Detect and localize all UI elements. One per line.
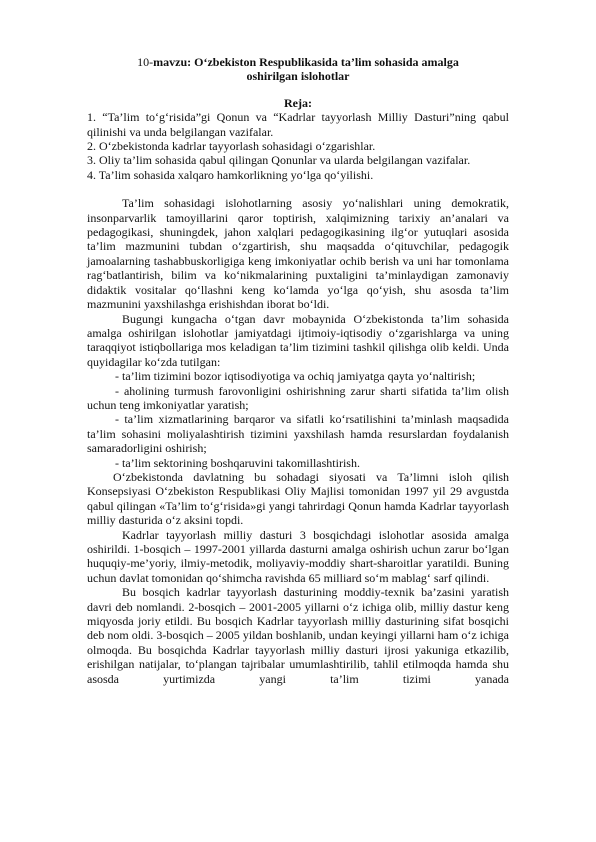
body-paragraph: Kadrlar tayyorlash milliy dasturi 3 bosqichdagi islohotlar asosida amalga oshirildi. 1-bosqich – 1997-2001 yillarda dasturni amalga oshirish uchun zarur bo‘lgan huquqiy-me’yoriy, ilmiy-metodik, moliyaviy-moddiy shart-sharoitlar yaratildi. Buning uchun davlat tomonidan qo‘shimcha ravishda 65 milliard so‘m mablag‘ sarf qilindi. bbox=[87, 527, 509, 585]
plan-item: 2. O‘zbekistonda kadrlar tayyorlash sohasidagi o‘zgarishlar. bbox=[87, 139, 376, 154]
body-paragraph: Bugungi kungacha o‘tgan davr mobaynida O‘zbekistonda ta’lim sohasida amalga oshirilgan islohotlar jamiyatdagi ijtimoiy-iqtisodiy o‘zgarishlarga va uning taraqqiyot istiqbollariga mos keladigan ta’lim tizimini tashkil qilishga olib keldi. Unda quyidagilar ko‘zda tutilgan: bbox=[87, 311, 509, 369]
bullet-item: - ta’lim xizmatlarining barqaror va sifatli ko‘rsatilishini ta’minlash maqsadida ta’lim sohasini moliyalashtirish tizimini yaxshilash hamda resurslardan foydalanish samaradorligini oshirish; bbox=[87, 412, 509, 456]
plan-item: 3. Oliy ta’lim sohasida qabul qilingan Qonunlar va ularda belgilangan vazifalar. bbox=[87, 153, 471, 168]
plan-heading: Reja: bbox=[284, 95, 312, 110]
bullet-item: - ta’lim tizimini bozor iqtisodiyotiga va ochiq jamiyatga qayta yo‘naltirish; bbox=[115, 369, 476, 384]
bullet-item: - ta’lim sektorining boshqaruvini takomillashtirish. bbox=[115, 455, 360, 470]
plan-item: 4. Ta’lim sohasida xalqaro hamkorlikning yo‘lga qo‘yilishi. bbox=[87, 167, 374, 182]
document-title bbox=[87, 55, 509, 84]
topic-number: 10- bbox=[137, 55, 154, 69]
body-paragraph: Bu bosqich kadrlar tayyorlash dasturining moddiy-texnik ba’zasini yaratish davri deb nomlandi. 2-bosqich – 2001-2005 yillarni o‘z ichiga olib, milliy dastur keng miqyosda joriy etildi. Bu bosqich Kadrlar tayyorlash milliy dasturining sifat bosqichi deb nom oldi. 3-bosqich – 2005 yildan boshlanib, undan keyingi yillarni ham o‘z ichiga olmoqda. Bu bosqichda Kadrlar tayyorlash milliy dasturi ijrosi yakuniga etkazilib, erishilgan natijalar, to‘plangan tajribalar umumlashtirilib, tahlil etilmoqda hamda shu asosda yurtimizda yangi ta’lim tizimi yanada bbox=[87, 585, 509, 686]
plan-list bbox=[87, 110, 509, 182]
title-line-2: oshirilgan islohotlar bbox=[246, 69, 350, 84]
body-paragraph: Ta’lim sohasidagi islohotlarning asosiy yo‘nalishlari uning demokratik, insonparvarlik tamoyillarini qaror toptirish, xalqimizning tarixiy an’analari va pedagogikasi, shuningdek, jahon xalqlari pedagogikasining ilg‘or yutuqlari asosida ta’lim mazmunini tubdan o‘zgartirish, shu maqsadda o‘qituvchilar, pedagogik jamoalarning tashabbuskorligiga keng imkoniyatlar ochib berish va uni har tomonlama rag‘batlantirish, bilim va ko‘nikmalarining puxtaligini ta’minlaydigan zamonaviy didaktik vositalar qo‘llashni keng ko‘lamda yo‘lga qo‘yish, shu asosda ta’lim mazmunini yaxshilashga erishishdan iborat bo‘ldi. bbox=[87, 196, 509, 312]
title-line-1: mavzu: O‘zbekiston Respublikasida ta’lim sohasida amalga bbox=[153, 55, 459, 69]
plan-item: 1. “Ta’lim to‘g‘risida”gi Qonun va “Kadrlar tayyorlash Milliy Dasturi”ning qabul qilinishi va unda belgilangan vazifalar. bbox=[87, 110, 509, 139]
body-paragraph: O‘zbekistonda davlatning bu sohadagi siyosati va Ta’limni isloh qilish Konsepsiyasi O‘zbekiston Respublikasi Oliy Majlisi tomonidan 1997 yil 29 avgustda qabul qilingan «Ta’lim to‘g‘risida»gi yangi tahrirdagi Qonun hamda Kadrlar tayyorlash milliy dasturida o‘z aksini topdi. bbox=[87, 469, 509, 528]
bullet-item: - aholining turmush farovonligini oshirishning zarur sharti sifatida ta’lim olish uchun teng imkoniyatlar yaratish; bbox=[87, 383, 509, 412]
spacer bbox=[87, 182, 509, 196]
document-page bbox=[87, 55, 509, 686]
